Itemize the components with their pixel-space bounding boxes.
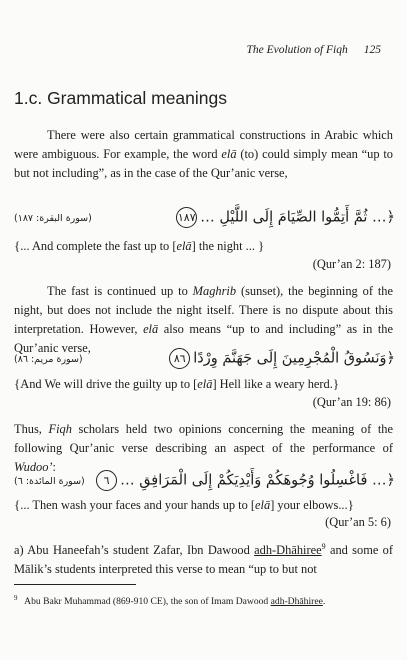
p3-wudoo: Wudoo’ [14,460,53,474]
verse-1-close-brace: } [258,238,265,253]
verse-1-open-brace: { [14,238,21,253]
p1-ela: elā [221,147,237,161]
verse-3-number: ٦ [96,470,117,491]
p3-fiqh: Fiqh [48,422,72,436]
footnote-adh-dhahiree: adh-Dhāhiree [270,596,323,608]
paragraph-2: The fast is continued up to Maghrib (sunset), the beginning of the night, but does not include the night itself. There is no dispute about this interpretation. However, elā also means “up to and including” as in the Qur’anic verse, [14,284,394,355]
verse-2-surah-ref: (سورة مريم: ٨٦) [14,354,83,365]
footnote-ref-9: 9 [321,542,326,551]
footnote-mark: 9 [14,594,18,602]
section-heading: 1.c. Grammatical meanings [14,88,227,108]
running-title: The Evolution of Fiqh [246,44,348,56]
footnote-rule [14,584,136,585]
verse-3-arabic-row [14,470,395,498]
verse-1-citation: (Qur’an 2: 187) [312,257,391,271]
verse-2-translation: {And We will drive the guilty up to [elā] Hell like a weary herd.} [14,376,340,391]
verse-2-number: ٨٦ [169,348,190,369]
p1-text-a: There were also certain grammatical constructions in Arabic which were ambiguous. For example, the word [14,128,393,161]
verse-1-surah-ref: (سورة البقرة: ١٨٧) [14,213,92,224]
verse-2-arabic-row [14,348,395,376]
page-number: 125 [363,44,381,56]
running-header [246,44,381,56]
paragraph-3: Thus, Fiqh scholars held two opinions concerning the meaning of the following Qur’anic verse describing an aspect of the performance of Wudoo’: [14,422,393,474]
verse-3-arabic: ﴿… فَاغْسِلُوا وُجُوهَكُمْ وَأَيْدِيَكُمْ إِلَى الْمَرَافِقِ …٦ [93,470,395,491]
verse-2-arabic: ﴿وَنَسُوقُ الْمُجْرِمِينَ إِلَى جَهَنَّمَ وِرْدًا٨٦ [166,348,395,369]
p1-text-b: (to) could simply mean “up to but not including”, as in the case of the Qur’anic verse, [14,147,393,180]
verse-3-surah-ref: (سورة المائدة: ٦) [14,476,85,487]
paragraph-1 [14,126,393,183]
verse-1-arabic-row [14,207,395,235]
verse-2-citation: (Qur’an 19: 86) [312,395,391,409]
verse-3-translation: {... Then wash your faces and your hands up to [elā] your elbows...} [14,497,354,512]
footnote-9: $^9$ Abu Bakr Muhammad (869-910 CE), the son of Imam Dawood adh-Dhāhiree. [14,594,326,608]
verse-1-translation: {... And complete the fast up to [elā] the night ... } [14,238,265,253]
verse-1-number: ١٨٧ [176,207,197,228]
verse-3-citation: (Qur’an 5: 6) [325,515,391,529]
verse-1-arabic: ﴿… ثُمَّ أَتِمُّوا الصِّيَامَ إِلَى اللَّيْلِ …١٨٧ [173,207,395,228]
paragraph-4: a) Abu Haneefah’s student Zafar, Ibn Dawood adh-Dhāhiree$^9$ and some of Mālik’s students interpreted this verse to mean “up to but not [14,542,393,577]
p2-maghrib: Maghrib [192,284,237,298]
p4-adh-dhahiree: adh-Dhāhiree [254,543,322,558]
